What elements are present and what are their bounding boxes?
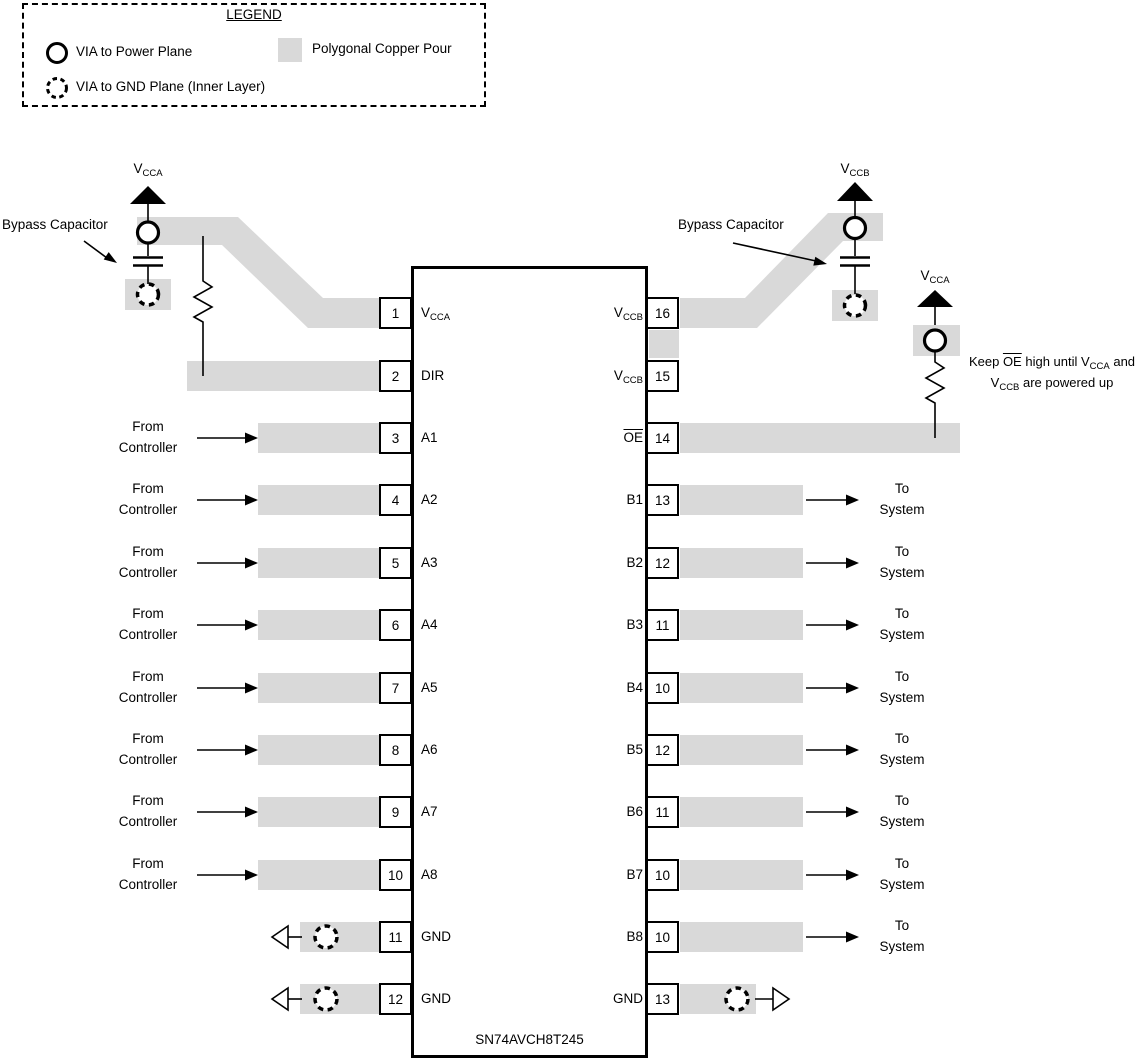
pour-b4 <box>680 673 803 703</box>
pin-label-a3: A3 <box>421 555 438 570</box>
pin-box-5: 5 <box>379 547 412 579</box>
pour-b7 <box>680 860 803 890</box>
via-gnd-icon-left <box>138 284 159 305</box>
pin-label-b8: B8 <box>626 929 643 944</box>
pour-b5 <box>680 735 803 765</box>
pin-label-vcca: $V_{CCA}$ <box>421 305 451 323</box>
pin-label-b3: B3 <box>626 617 643 632</box>
to-system-label-b2: To System <box>879 544 925 580</box>
pin-label-a4: A4 <box>421 617 438 632</box>
pin-box-2: 2 <box>379 360 412 392</box>
pin-box-10-b4: 10 <box>646 672 679 704</box>
pour-b2 <box>680 548 803 578</box>
pin-label-a5: A5 <box>421 680 438 695</box>
from-controller-arrows <box>197 433 258 881</box>
via-power-icon-oe <box>925 330 946 351</box>
from-controller-label-a6: From Controller <box>118 731 178 767</box>
pin-label-vccb-15: $V_{CCB}$ <box>613 368 643 386</box>
legend-via-gnd-label: VIA to GND Plane (Inner Layer) <box>76 79 266 94</box>
pin-box-10: 10 <box>379 859 412 891</box>
from-controller-label-a1: From Controller <box>118 419 178 455</box>
via-gnd-icon-legend <box>44 75 70 101</box>
to-system-label-b1: To System <box>879 481 925 517</box>
pin-box-12-b5: 12 <box>646 734 679 766</box>
pour-pin2-dir <box>187 361 380 391</box>
pin-box-10-b8: 10 <box>646 921 679 953</box>
pin-label-a8: A8 <box>421 867 438 882</box>
pour-gnd11 <box>300 922 380 952</box>
pin-box-8: 8 <box>379 734 412 766</box>
vcca-right-power-arrow <box>917 290 953 325</box>
gnd-via-row-13 <box>726 988 789 1010</box>
pour-b1 <box>680 485 803 515</box>
pour-a1 <box>258 423 380 453</box>
pin-label-b1: B1 <box>626 492 643 507</box>
pin-label-gnd-11: GND <box>421 929 451 944</box>
pour-vcca-to-pin1 <box>137 217 380 328</box>
vcca-label-left: $V_{CCA}$ <box>133 161 163 179</box>
pin-label-vccb-16: $V_{CCB}$ <box>613 305 643 323</box>
bypass-capacitor-symbol-right <box>840 239 870 294</box>
pin-box-1: 1 <box>379 297 412 329</box>
oe-powerup-note: Keep $\overline{OE}$ high until $V_{CCA}$ and $V_{CCB}$ are powered up <box>968 354 1136 393</box>
to-system-label-b3: To System <box>879 606 925 642</box>
pin-label-b4: B4 <box>626 680 643 695</box>
pour-gnd12 <box>300 984 380 1014</box>
from-controller-label-a3: From Controller <box>118 544 178 580</box>
pin-label-b7: B7 <box>626 867 643 882</box>
pour-a2 <box>258 485 380 515</box>
bypass-pointer-arrow-left <box>84 241 117 263</box>
from-controller-label-a5: From Controller <box>118 669 178 705</box>
pin-label-b5: B5 <box>626 742 643 757</box>
legend-copper-pour-label: Polygonal Copper Pour <box>312 41 452 56</box>
to-system-label-b5: To System <box>879 731 925 767</box>
pin-label-gnd-13: GND <box>613 991 643 1006</box>
pour-pin16-15-join <box>649 330 679 358</box>
pour-oe-pin14 <box>680 423 960 453</box>
resistor-symbol-dir <box>194 236 212 376</box>
from-controller-label-a2: From Controller <box>118 481 178 517</box>
to-system-label-b4: To System <box>879 669 925 705</box>
legend-box <box>22 3 486 107</box>
pin-box-14: 14 <box>646 422 679 454</box>
pin-label-a1: A1 <box>421 430 438 445</box>
pin-box-6: 6 <box>379 609 412 641</box>
via-power-icon-right <box>845 218 866 239</box>
pour-a6 <box>258 735 380 765</box>
pin-box-11-b6: 11 <box>646 796 679 828</box>
from-controller-label-a7: From Controller <box>118 793 178 829</box>
pin-label-b2: B2 <box>626 555 643 570</box>
via-gnd-icon-right <box>845 295 866 316</box>
pin-box-16: 16 <box>646 297 679 329</box>
via-power-icon-legend <box>44 40 70 66</box>
via-power-icon-left <box>138 222 159 243</box>
pin-label-dir: DIR <box>421 368 445 383</box>
pour-a7 <box>258 797 380 827</box>
copper-pour-swatch <box>278 38 302 62</box>
pour-b3 <box>680 610 803 640</box>
pour-a3 <box>258 548 380 578</box>
pour-a5 <box>258 673 380 703</box>
vccb-power-arrow <box>837 182 873 217</box>
bypass-capacitor-label-right: Bypass Capacitor <box>678 217 784 232</box>
pin-label-b6: B6 <box>626 804 643 819</box>
pin-label-a7: A7 <box>421 804 438 819</box>
pin-box-7: 7 <box>379 672 412 704</box>
bypass-capacitor-label-left: Bypass Capacitor <box>2 217 108 232</box>
pour-b6 <box>680 797 803 827</box>
pour-b8 <box>680 922 803 952</box>
legend-title: LEGEND <box>226 7 282 22</box>
pin-box-12: 12 <box>379 983 412 1015</box>
vccb-label-right: $V_{CCB}$ <box>840 161 870 179</box>
pin-box-10-b7: 10 <box>646 859 679 891</box>
pin-box-13-b1: 13 <box>646 484 679 516</box>
to-system-label-b6: To System <box>879 793 925 829</box>
from-controller-label-a8: From Controller <box>118 856 178 892</box>
ic-part-number: SN74AVCH8T245 <box>475 1032 584 1047</box>
pin-box-11: 11 <box>379 921 412 953</box>
to-system-label-b8: To System <box>879 918 925 954</box>
pin-label-oe: $\overline{OE}$ <box>623 430 643 445</box>
from-controller-label-a4: From Controller <box>118 606 178 642</box>
pin-label-a2: A2 <box>421 492 438 507</box>
pin-box-3: 3 <box>379 422 412 454</box>
to-system-label-b7: To System <box>879 856 925 892</box>
pin-box-13-gnd: 13 <box>646 983 679 1015</box>
pin-label-gnd-12: GND <box>421 991 451 1006</box>
pin-box-4: 4 <box>379 484 412 516</box>
pin-box-15: 15 <box>646 360 679 392</box>
pour-a8 <box>258 860 380 890</box>
vcca-label-oe-pullup: $V_{CCA}$ <box>920 268 950 286</box>
legend-via-power-label: VIA to Power Plane <box>76 44 193 59</box>
pin-box-11-b3: 11 <box>646 609 679 641</box>
to-system-arrows <box>806 495 859 943</box>
pin-label-a6: A6 <box>421 742 438 757</box>
vcca-power-arrow <box>130 186 166 222</box>
pin-box-12-b2: 12 <box>646 547 679 579</box>
pour-a4 <box>258 610 380 640</box>
pin-box-9: 9 <box>379 796 412 828</box>
bypass-capacitor-symbol-left <box>133 243 163 284</box>
